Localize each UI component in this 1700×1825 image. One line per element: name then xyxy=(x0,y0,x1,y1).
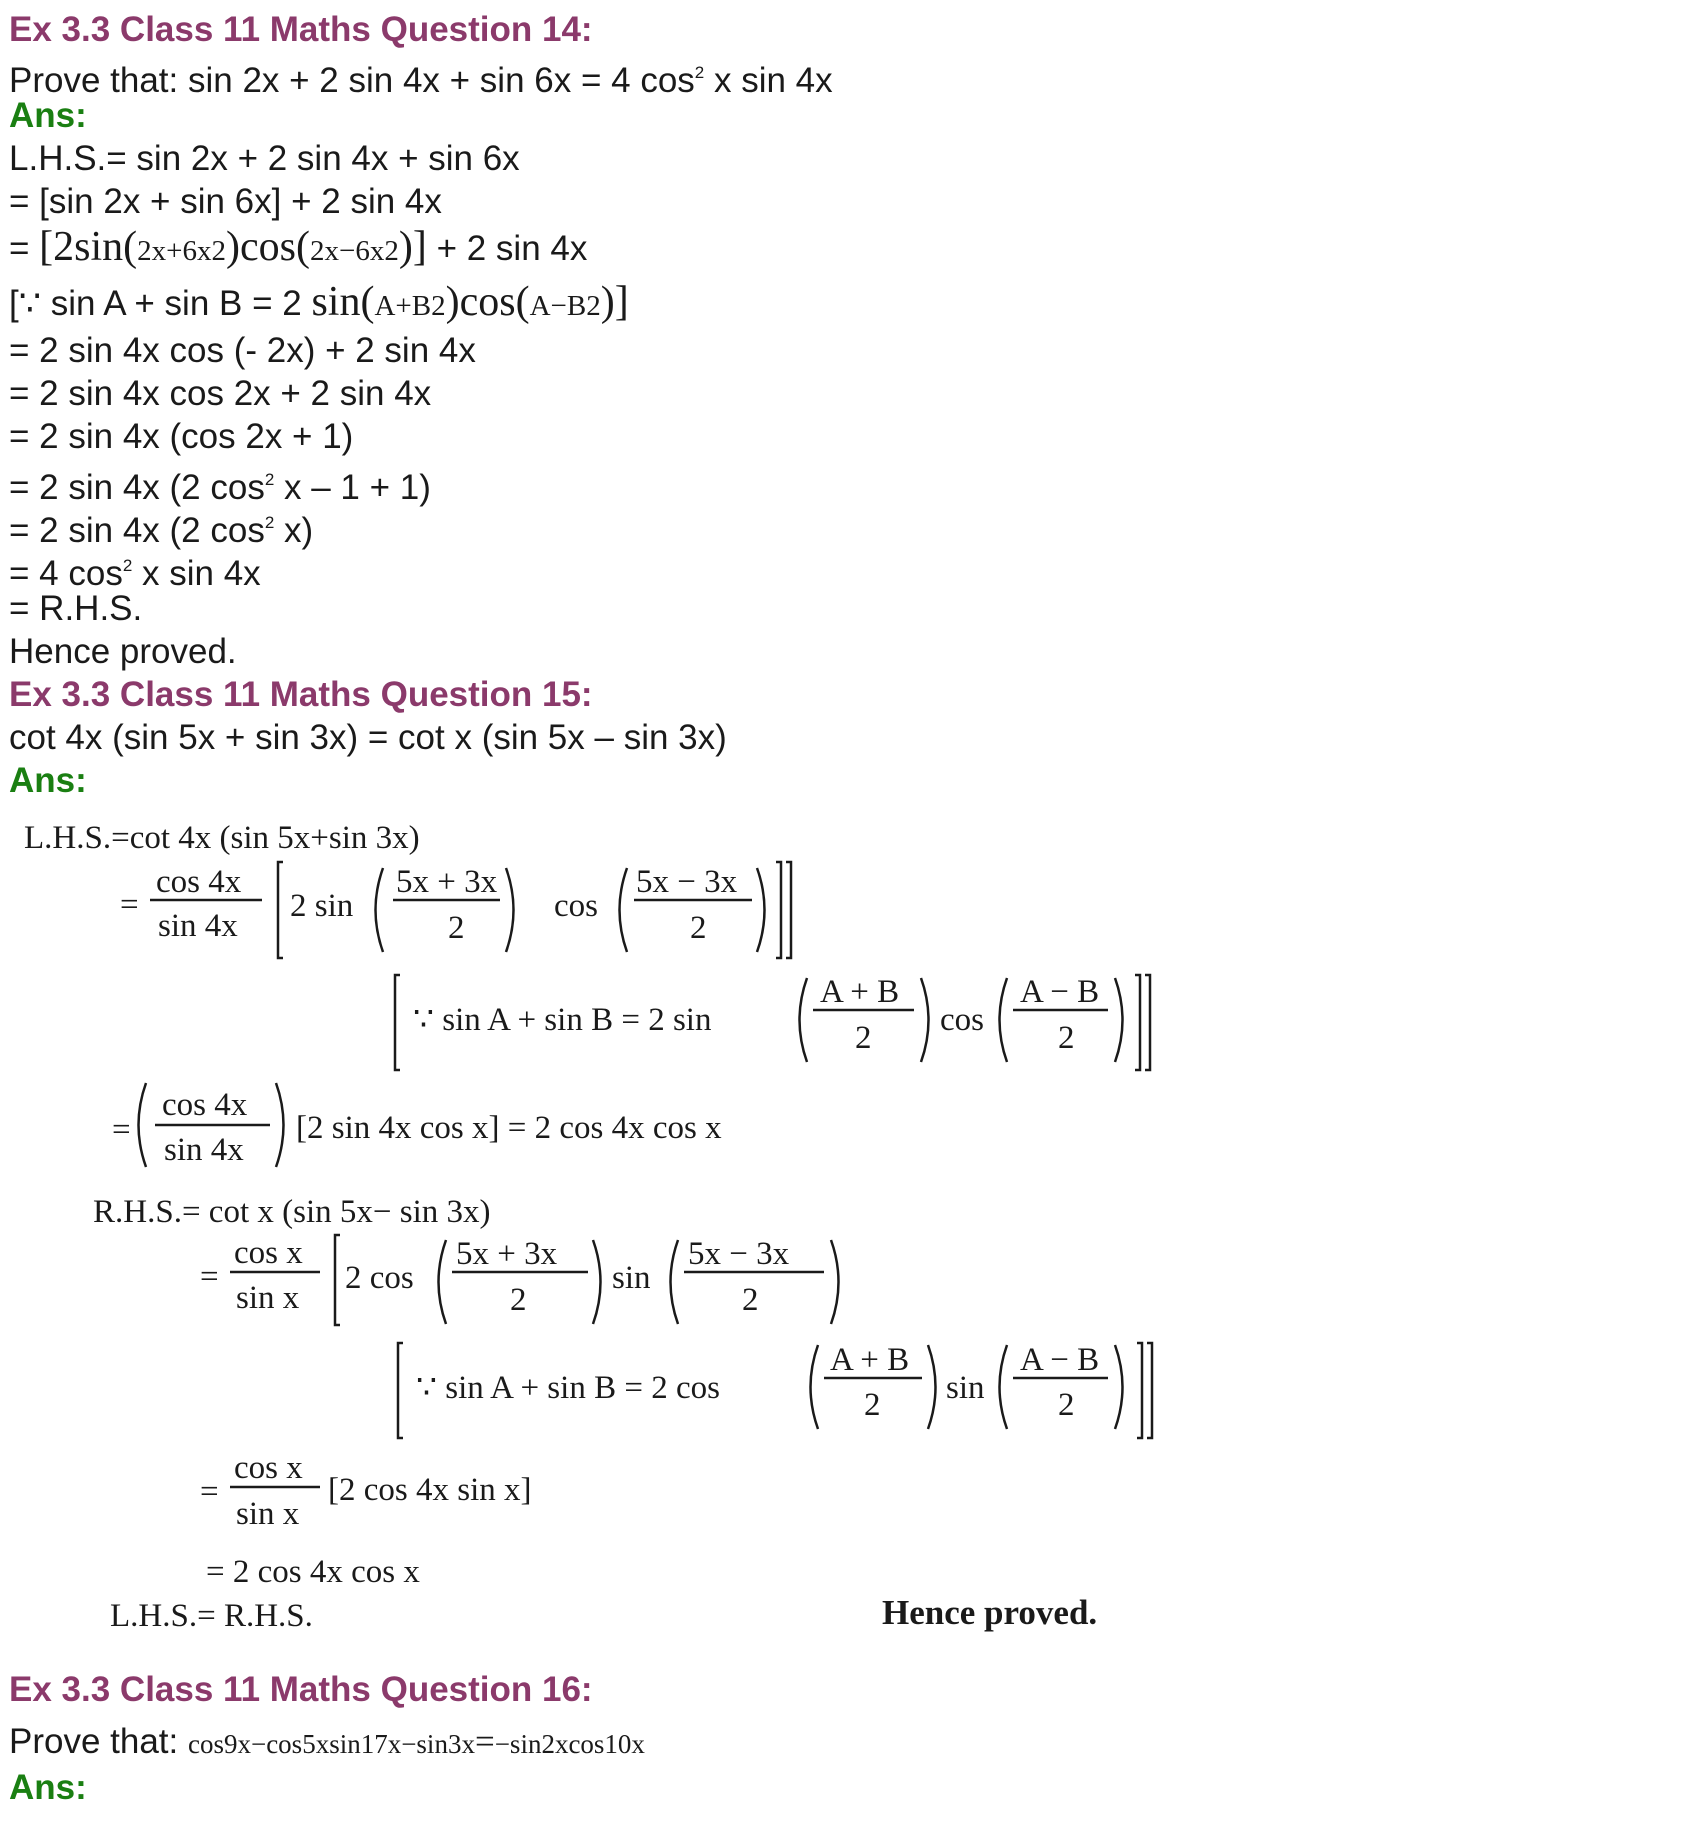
q16-ans-label: Ans: xyxy=(9,1768,87,1807)
q14-statement xyxy=(9,53,833,101)
q14-step-3 xyxy=(9,224,588,271)
q16-heading: Ex 3.3 Class 11 Maths Question 16: xyxy=(9,1670,593,1709)
q15-two-5: 2 xyxy=(510,1282,527,1318)
q15-rhs: R.H.S.= cot x (sin 5x− sin 3x) xyxy=(93,1194,491,1230)
q15-two-sin-1: 2 sin xyxy=(290,888,354,924)
q15-hence-proved: Hence proved. xyxy=(882,1593,1098,1632)
q14-step-8-b: x – 1 + 1) xyxy=(274,468,431,507)
q15-step-2: [2 sin 4x cos x] = 2 cos 4x cos x xyxy=(296,1110,722,1146)
q15-ans-label: Ans: xyxy=(9,761,87,800)
q16-statement xyxy=(9,1722,645,1764)
q15-two-6: 2 xyxy=(742,1282,759,1318)
q14-step-9-b: x) xyxy=(274,511,314,550)
q14-step-10-b: x sin 4x xyxy=(132,554,261,593)
q14-step-3-end: )] xyxy=(398,224,427,270)
q15-cos-1: cos xyxy=(554,888,598,924)
q14-step-10-sup: 2 xyxy=(122,556,133,575)
q15-num-plus-1: 5x + 3x xyxy=(396,864,498,900)
q14-step-3-sub2: 2x−6x2 xyxy=(310,235,399,267)
q14-identity-pre: [∵ sin A + sin B = 2 xyxy=(9,284,312,323)
q14-step-8-a: = 2 sin 4x (2 cos xyxy=(9,468,265,507)
q14-identity-mid: )cos( xyxy=(445,279,530,325)
q14-step-1: L.H.S.= sin 2x + 2 sin 4x + sin 6x xyxy=(9,139,520,178)
q15-because-2: ∵ sin A + sin B = 2 cos xyxy=(416,1370,720,1406)
q14-statement-main: Prove that: sin 2x + 2 sin 4x + sin 6x = 4 cos xyxy=(9,61,695,100)
q15-eq-3: = xyxy=(200,1259,219,1295)
q15-a-minus-b-1: A − B xyxy=(1020,974,1100,1010)
q14-step-8 xyxy=(9,460,431,508)
q15-sin-1: sin xyxy=(612,1260,651,1296)
q16-statement-math2: −sin2xcos10x xyxy=(494,1729,645,1759)
q15-frac-den-1: sin 4x xyxy=(158,908,238,944)
q15-frac-den-2: sin 4x xyxy=(164,1132,244,1168)
q14-step-8-sup: 2 xyxy=(264,470,275,489)
q15-eq-2: = xyxy=(112,1112,131,1148)
q15-two-cos: 2 cos xyxy=(345,1260,414,1296)
q14-step-3-sub1: 2x+6x2 xyxy=(137,235,227,267)
q15-a-plus-b-1: A + B xyxy=(820,974,900,1010)
q15-heading: Ex 3.3 Class 11 Maths Question 15: xyxy=(9,675,593,714)
q14-step-11: = R.H.S. xyxy=(9,589,143,628)
q15-frac-num-3: cos x xyxy=(234,1235,303,1271)
q14-step-3-big: [2sin( xyxy=(39,224,138,270)
q14-identity-end: )] xyxy=(600,279,629,325)
q14-identity-sub1: A+B2 xyxy=(374,290,446,322)
q15-step-5: = 2 cos 4x cos x xyxy=(206,1554,420,1590)
q15-a-plus-b-2: A + B xyxy=(830,1342,910,1378)
q15-sin-2: sin xyxy=(946,1370,985,1406)
q15-two-7: 2 xyxy=(864,1387,881,1423)
q15-two-2: 2 xyxy=(690,910,707,946)
q15-eq-1: = xyxy=(120,887,139,923)
q14-ans-label: Ans: xyxy=(9,96,87,135)
q14-step-10 xyxy=(9,546,261,594)
q14-identity xyxy=(9,279,629,326)
q14-step-9-a: = 2 sin 4x (2 cos xyxy=(9,511,265,550)
q15-num-plus-2: 5x + 3x xyxy=(456,1236,558,1272)
q14-identity-sin: sin( xyxy=(311,279,375,325)
q15-lhs: L.H.S.=cot 4x (sin 5x+sin 3x) xyxy=(24,820,420,856)
q15-frac-num-4: cos x xyxy=(234,1450,303,1486)
q15-statement: cot 4x (sin 5x + sin 3x) = cot x (sin 5x – sin 3x) xyxy=(9,718,727,757)
q14-step-5: = 2 sin 4x cos (- 2x) + 2 sin 4x xyxy=(9,331,476,370)
q14-step-7: = 2 sin 4x (cos 2x + 1) xyxy=(9,417,354,456)
q15-two-4: 2 xyxy=(1058,1020,1075,1056)
q15-step-4: [2 cos 4x sin x] xyxy=(328,1472,532,1508)
q15-frac-num-2: cos 4x xyxy=(162,1087,248,1123)
q14-step-3-mid: )cos( xyxy=(226,224,310,270)
q14-conclusion: Hence proved. xyxy=(9,632,237,671)
q16-statement-pre: Prove that: xyxy=(9,1722,188,1761)
q14-step-3-pre: = xyxy=(9,229,40,268)
q14-statement-tail: x sin 4x xyxy=(704,61,833,100)
q15-a-minus-b-2: A − B xyxy=(1020,1342,1100,1378)
q15-two-1: 2 xyxy=(448,910,465,946)
q15-eq-4: = xyxy=(200,1474,219,1510)
q15-num-minus-1: 5x − 3x xyxy=(636,864,738,900)
q15-cos-2: cos xyxy=(940,1002,984,1038)
q15-frac-den-4: sin x xyxy=(236,1496,300,1532)
q16-statement-eq: = xyxy=(474,1722,495,1761)
q15-two-3: 2 xyxy=(855,1020,872,1056)
q15-num-minus-2: 5x − 3x xyxy=(688,1236,790,1272)
q15-because-1: ∵ sin A + sin B = 2 sin xyxy=(413,1002,712,1038)
q15-scanned-derivation xyxy=(0,785,1700,1645)
q16-statement-math: cos9x−cos5xsin17x−sin3x xyxy=(187,1729,475,1759)
q15-final: L.H.S.= R.H.S. xyxy=(110,1598,313,1634)
q14-step-9 xyxy=(9,503,313,551)
q14-step-6: = 2 sin 4x cos 2x + 2 sin 4x xyxy=(9,374,432,413)
q15-two-8: 2 xyxy=(1058,1387,1075,1423)
q14-step-9-sup: 2 xyxy=(264,513,275,532)
q15-frac-den-3: sin x xyxy=(236,1280,300,1316)
q14-statement-sup: 2 xyxy=(694,63,705,82)
q14-step-3-tail: + 2 sin 4x xyxy=(426,229,588,268)
q14-step-10-a: = 4 cos xyxy=(9,554,123,593)
q15-frac-num-1: cos 4x xyxy=(156,864,242,900)
q14-step-2: = [sin 2x + sin 6x] + 2 sin 4x xyxy=(9,182,442,221)
q14-identity-sub2: A−B2 xyxy=(529,290,601,322)
q14-heading: Ex 3.3 Class 11 Maths Question 14: xyxy=(9,10,593,49)
